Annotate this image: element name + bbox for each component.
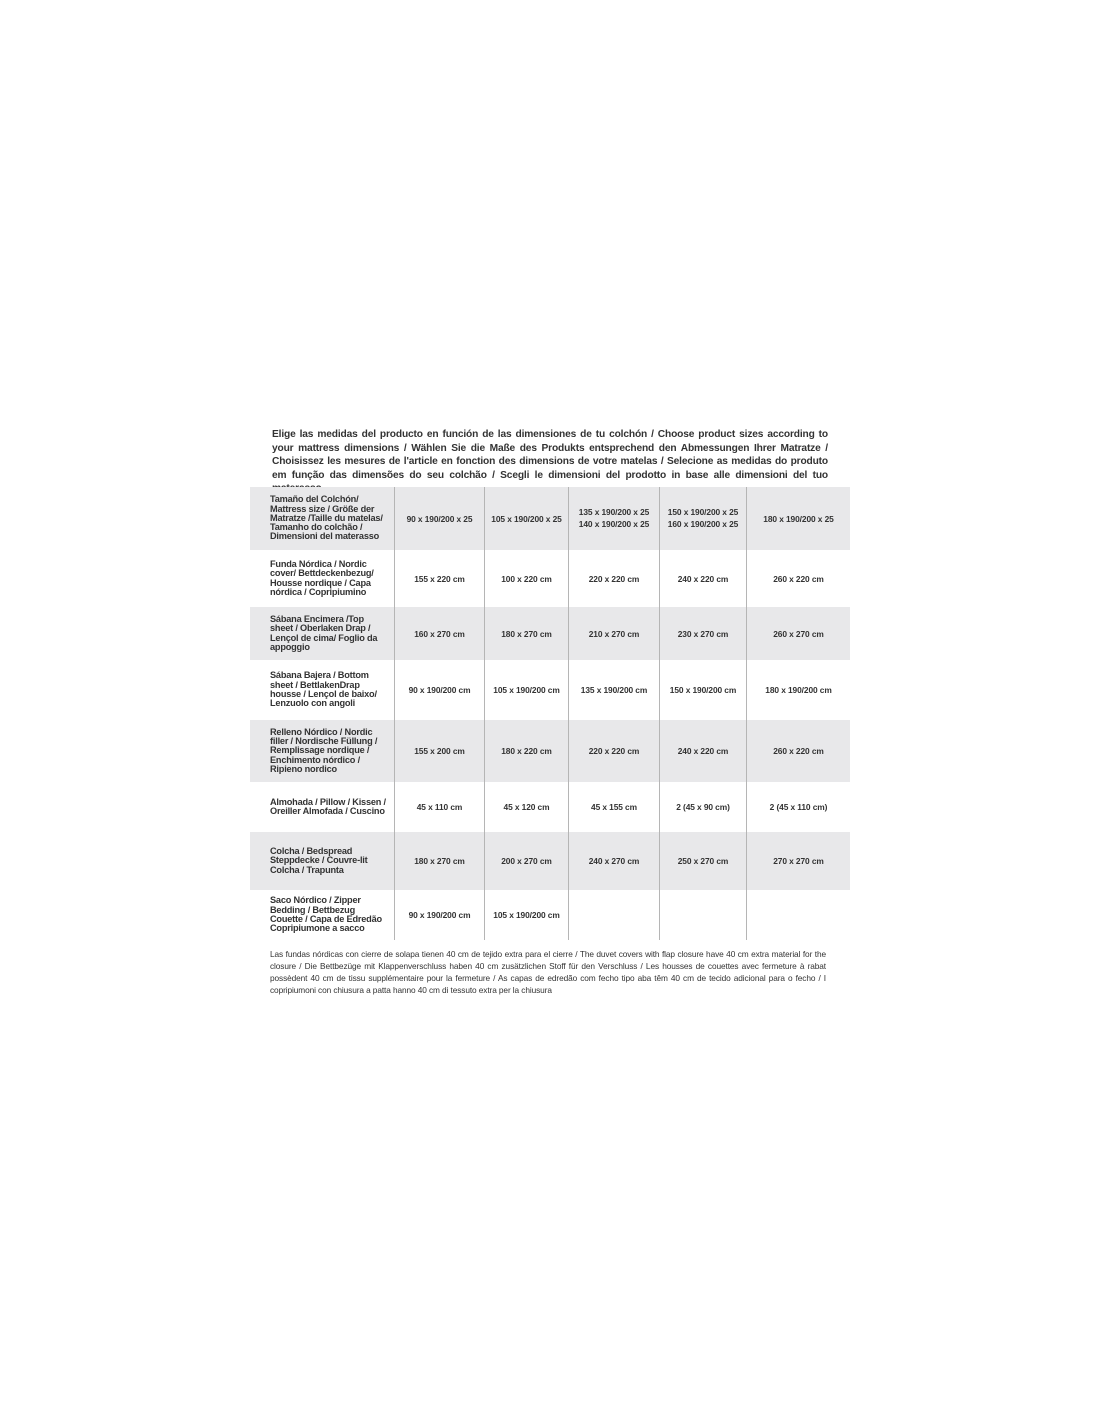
- table-cell: 260 x 270 cm: [746, 607, 850, 660]
- table-cell: 90 x 190/200 cm: [394, 660, 484, 720]
- header-cell-line: 140 x 190/200 x 25: [578, 518, 650, 529]
- table-cell: 210 x 270 cm: [568, 607, 659, 660]
- table-row: [250, 550, 850, 607]
- table-cell: 45 x 120 cm: [484, 782, 568, 832]
- row-label: Relleno Nórdico / Nordic filler / Nordische Füllung / Remplissage nordique / Enchimento nórdico / Ripieno nordico: [270, 726, 378, 774]
- header-cell-line: 135 x 190/200 x 25: [578, 507, 650, 517]
- table-header-row: [250, 487, 850, 550]
- size-table: [250, 487, 850, 940]
- table-cell: 105 x 190/200 cm: [484, 890, 568, 940]
- table-cell: 240 x 220 cm: [659, 720, 746, 782]
- table-row: [250, 890, 850, 940]
- table-cell: 180 x 270 cm: [394, 832, 484, 890]
- header-cell: 105 x 190/200 x 25: [484, 487, 568, 550]
- table-cell: 220 x 220 cm: [568, 550, 659, 607]
- row-label: Colcha / Bedspread Steppdecke / Couvre-lit Colcha / Trapunta: [270, 846, 368, 875]
- header-cell: [568, 487, 659, 550]
- header-cell-line: 160 x 190/200 x 25: [667, 518, 739, 529]
- footnote-text: Las fundas nórdicas con cierre de solapa tienen 40 cm de tejido extra para el cierre / The duvet covers with flap closure have 40 cm extra material for the closure / Die Bettbezüge mit Klappenverschluss haben 40 cm zusätzlichen Stoff für den Verschluss / Les housses de couettes avec fermeture à rabat possèdent 40 cm de tissu supplémentaire pour la fermeture / As capas de edredão com fecho tipo aba têm 40 cm de tecido adicional para o fecho / I copripiumoni con chiusura a patta hanno 40 cm di tessuto extra per la chiusura: [270, 949, 826, 995]
- table-cell: 230 x 270 cm: [659, 607, 746, 660]
- row-label: Funda Nórdica / Nordic cover/ Bettdeckenbezug/ Housse nordique / Capa nórdica / Copripiumino: [270, 558, 374, 597]
- table-cell: 155 x 200 cm: [394, 720, 484, 782]
- header-cell-line: 150 x 190/200 x 25: [667, 507, 739, 517]
- table-cell: 105 x 190/200 cm: [484, 660, 568, 720]
- row-label: Sábana Bajera / Bottom sheet / BettlakenDrap housse / Lençol de baixo/ Lenzuolo con angoli: [270, 670, 377, 709]
- table-cell: 135 x 190/200 cm: [568, 660, 659, 720]
- row-label: Sábana Encimera /Top sheet / Oberlaken Drap / Lençol de cima/ Foglio da appoggio: [270, 613, 378, 652]
- table-cell: 250 x 270 cm: [659, 832, 746, 890]
- table-cell: 240 x 220 cm: [659, 550, 746, 607]
- table-cell: 160 x 270 cm: [394, 607, 484, 660]
- intro-text: Elige las medidas del producto en función de las dimensiones de tu colchón / Choose product sizes according to your mattress dimensions / Wählen Sie die Maße des Produkts entsprechend den Abmessungen Ihrer Matratze / Choisissez les mesures de l'article en fonction des dimensions de votre matelas / Selecione as medidas do produto em função das dimensões do seu colchão / Scegli le dimensioni del prodotto in base alle dimensioni del tuo: [272, 429, 828, 481]
- table-cell: 2 (45 x 90 cm): [659, 782, 746, 832]
- table-cell: 260 x 220 cm: [746, 720, 850, 782]
- row-label: Almohada / Pillow / Kissen / Oreiller Almofada / Cuscino: [270, 796, 386, 816]
- table-cell: 100 x 220 cm: [484, 550, 568, 607]
- table-cell: 240 x 270 cm: [568, 832, 659, 890]
- table-cell: 150 x 190/200 cm: [659, 660, 746, 720]
- table-row: [250, 660, 850, 720]
- table-row: [250, 782, 850, 832]
- table-row: [250, 720, 850, 782]
- table-cell: [568, 890, 659, 940]
- table-cell: 155 x 220 cm: [394, 550, 484, 607]
- table-cell: 45 x 155 cm: [568, 782, 659, 832]
- table-row: [250, 832, 850, 890]
- table-cell: 45 x 110 cm: [394, 782, 484, 832]
- table-cell: 220 x 220 cm: [568, 720, 659, 782]
- header-label: Tamaño del Colchón/ Mattress size / Größe der Matratze /Taille du matelas/ Tamanho do colchão / Dimensioni del materasso: [270, 494, 383, 542]
- table-cell: 90 x 190/200 cm: [394, 890, 484, 940]
- header-cell: 180 x 190/200 x 25: [746, 487, 850, 550]
- table-cell: 180 x 220 cm: [484, 720, 568, 782]
- table-cell: 200 x 270 cm: [484, 832, 568, 890]
- table-cell: 260 x 220 cm: [746, 550, 850, 607]
- table-cell: 180 x 270 cm: [484, 607, 568, 660]
- header-cell: [659, 487, 746, 550]
- table-cell: 180 x 190/200 cm: [746, 660, 850, 720]
- table-cell: [746, 890, 850, 940]
- table-cell: 2 (45 x 110 cm): [746, 782, 850, 832]
- table-row: [250, 607, 850, 660]
- table-cell: [659, 890, 746, 940]
- row-label: Saco Nórdico / Zipper Bedding / Bettbezug Couette / Capa de Edredão Copripiumone a sacco: [270, 895, 382, 934]
- header-cell: 90 x 190/200 x 25: [394, 487, 484, 550]
- table-cell: 270 x 270 cm: [746, 832, 850, 890]
